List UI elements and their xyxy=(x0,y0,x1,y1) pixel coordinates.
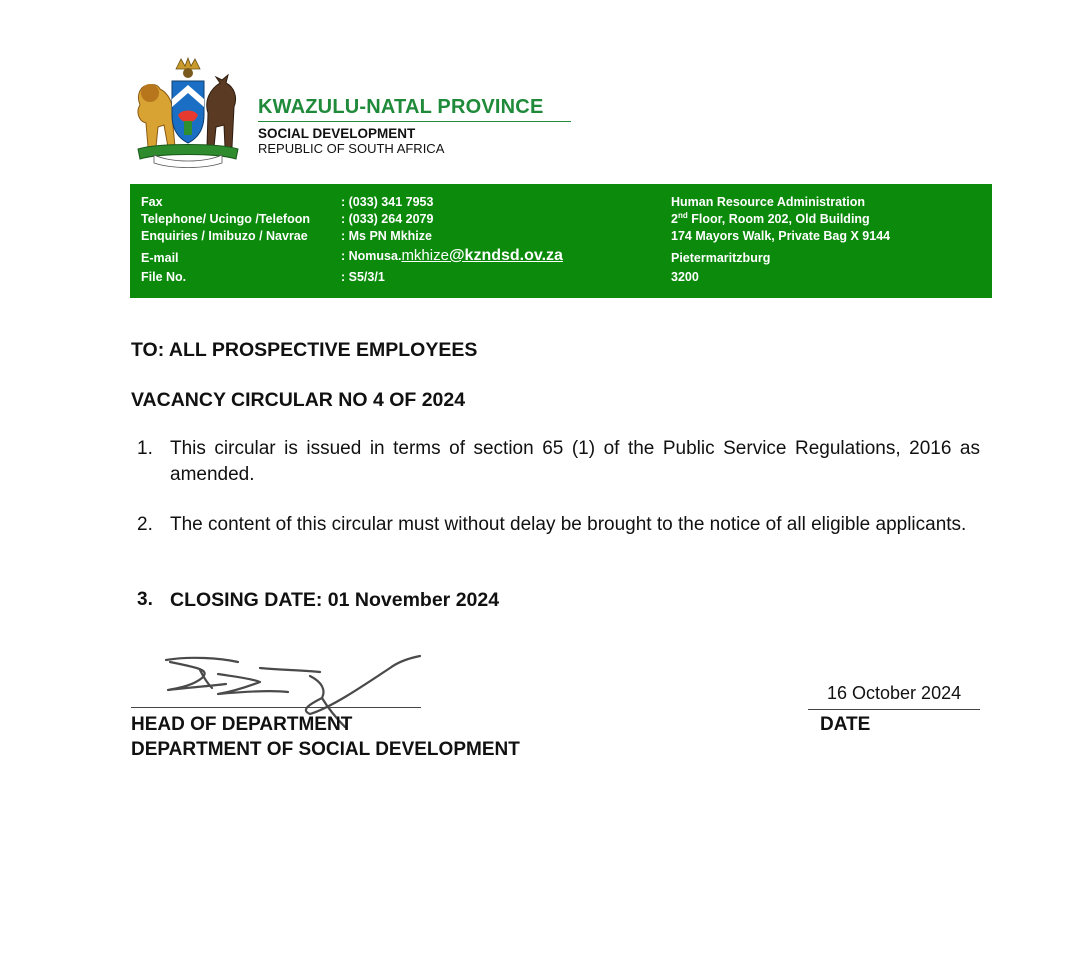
enquiries-value: : Ms PN Mkhize xyxy=(341,229,432,243)
item-1-number: 1. xyxy=(137,438,153,459)
floor-ordinal: nd xyxy=(677,210,688,220)
enquiries-label: Enquiries / Imibuzo / Navrae xyxy=(141,229,308,243)
item-2-text: The content of this circular must without delay be brought to the notice of all eligible applicants. xyxy=(170,514,967,535)
contact-info-band xyxy=(130,184,992,298)
date-label: DATE xyxy=(820,714,871,735)
address-line-2-rest: Floor, Room 202, Old Building xyxy=(687,212,870,226)
item-3-number: 3. xyxy=(137,589,153,610)
email-value[interactable] xyxy=(341,248,563,264)
fax-value: : (033) 341 7953 xyxy=(341,195,434,209)
address-line-4: Pietermaritzburg xyxy=(671,251,771,265)
closing-date: CLOSING DATE: 01 November 2024 xyxy=(170,589,500,611)
fax-label: Fax xyxy=(141,195,163,209)
department-name: SOCIAL DEVELOPMENT xyxy=(258,126,416,141)
department-label: DEPARTMENT OF SOCIAL DEVELOPMENT xyxy=(131,739,520,760)
email-label: E-mail xyxy=(141,251,179,265)
address-line-1: Human Resource Administration xyxy=(671,195,866,209)
circular-title: VACANCY CIRCULAR NO 4 OF 2024 xyxy=(131,389,466,411)
item-1-text: This circular is issued in terms of section 65 (1) of the Public Service Regulations, 2016 as amended. xyxy=(170,438,980,485)
file-value: : S5/3/1 xyxy=(341,270,385,284)
address-line-2 xyxy=(671,212,870,227)
phone-value: : (033) 264 2079 xyxy=(341,212,434,226)
email-user: mkhize xyxy=(401,247,449,264)
signature-line xyxy=(131,707,421,708)
republic-name: REPUBLIC OF SOUTH AFRICA xyxy=(258,141,445,156)
address-line-3: 174 Mayors Walk, Private Bag X 9144 xyxy=(671,229,891,243)
province-title: KWAZULU-NATAL PROVINCE xyxy=(258,96,544,118)
phone-label: Telephone/ Ucingo /Telefoon xyxy=(141,212,310,226)
item-2-number: 2. xyxy=(137,514,153,535)
signature-date: 16 October 2024 xyxy=(827,683,962,703)
floor-number: 2 xyxy=(671,212,678,226)
address-line-5: 3200 xyxy=(671,270,699,284)
title-divider xyxy=(258,121,571,122)
date-line xyxy=(808,709,980,710)
file-label: File No. xyxy=(141,270,187,284)
email-link[interactable] xyxy=(401,249,563,263)
email-prefix: : Nomusa. xyxy=(341,249,402,263)
to-line: TO: ALL PROSPECTIVE EMPLOYEES xyxy=(131,339,478,361)
email-domain: @kzndsd.ov.za xyxy=(448,247,563,264)
hod-label: HEAD OF DEPARTMENT xyxy=(131,714,353,735)
coat-of-arms-logo xyxy=(128,55,248,170)
